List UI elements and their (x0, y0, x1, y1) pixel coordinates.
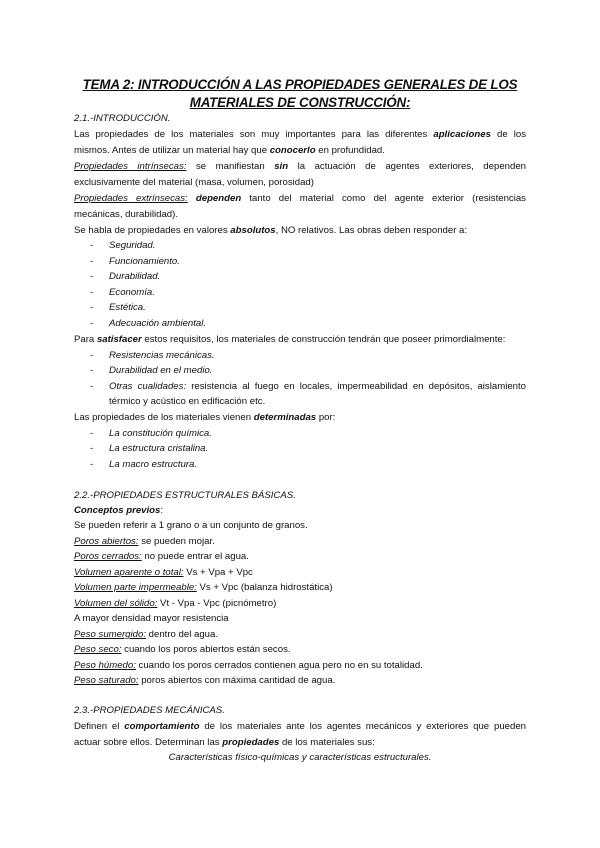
mecanicas-line-2 (74, 737, 526, 749)
text-span: se manifiestan (195, 161, 265, 172)
intrinsecas-line-2: exclusivamente del material (masa, volumen, porosidad) (74, 177, 314, 188)
emphasis-comportamiento: comportamiento (124, 721, 200, 732)
intrinsecas-line-1 (74, 161, 526, 173)
emphasis-satisfacer: satisfacer (96, 334, 142, 345)
extrinsecas-line-2: mecánicas, durabilidad). (74, 209, 178, 220)
list-item: La macro estructura. (109, 459, 197, 470)
granos-line: Se pueden referir a 1 grano o a un conjunto de granos. (74, 520, 308, 531)
mecanicas-line-1 (74, 721, 526, 733)
text-span: la actuación de agentes exteriores, dependen (297, 161, 526, 172)
definition-row (74, 536, 526, 548)
peso-text: cuando los poros cerrados contienen agua pero no en su totalidad. (138, 660, 423, 671)
peso-text: poros abiertos con máxima cantidad de agua. (141, 675, 336, 686)
list-bullet: - (90, 287, 94, 298)
text-span: Las propiedades de los materiales vienen (74, 412, 252, 423)
list-item: Adecuación ambiental. (109, 318, 207, 329)
paragraph-intro-line-1 (74, 129, 526, 141)
requisitos-line (74, 334, 526, 346)
peso-text: dentro del agua. (148, 629, 219, 640)
text-span: de los (497, 129, 526, 140)
definition-label: Poros cerrados: (74, 551, 142, 562)
paragraph-intro-line-2 (74, 145, 526, 157)
text-span: actuar sobre ellos. Determinan las (74, 737, 220, 748)
peso-label: Peso saturado: (74, 675, 139, 686)
text-span: Las propiedades de los materiales son muy importantes para las diferentes (74, 129, 428, 140)
caracteristicas-centered-line: Características físico-químicas y características estructurales. (168, 752, 432, 763)
list-bullet: - (90, 428, 94, 439)
list-bullet: - (90, 443, 94, 454)
text-span: Para (74, 334, 95, 345)
list-bullet: - (90, 365, 94, 376)
peso-label: Peso húmedo: (74, 660, 136, 671)
definition-label: Volumen del sólido: (74, 598, 158, 609)
peso-row (74, 644, 526, 656)
section-heading-introduccion: 2.1.-INTRODUCCIÓN. (74, 113, 171, 124)
list-item: Economía. (109, 287, 155, 298)
label-propiedades-extrinsecas: Propiedades extrínsecas: (74, 193, 188, 204)
emphasis-conocerlo: conocerlo (269, 145, 316, 156)
document-title-line-1: TEMA 2: INTRODUCCIÓN A LAS PROPIEDADES GENERALES DE LOS (82, 77, 518, 92)
peso-label: Peso seco: (74, 644, 122, 655)
text-span: por: (318, 412, 336, 423)
list-item: Estética. (109, 302, 146, 313)
definition-label: Volumen parte impermeable: (74, 582, 197, 593)
text-span: Se habla de propiedades en valores (74, 225, 228, 236)
document-title-line-2: MATERIALES DE CONSTRUCCIÓN: (189, 95, 411, 110)
emphasis-aplicaciones: aplicaciones (433, 129, 491, 140)
list-item: Durabilidad en el medio. (109, 365, 213, 376)
text-span: : (160, 505, 164, 516)
list-bullet: - (90, 302, 94, 313)
list-bullet: - (90, 350, 94, 361)
text-span: en profundidad. (318, 145, 385, 156)
extrinsecas-line-1 (74, 193, 526, 205)
list-item: Resistencias mecánicas. (109, 350, 215, 361)
label-conceptos-previos: Conceptos previos (74, 505, 161, 516)
definition-label: Volumen aparente o total: (74, 567, 184, 578)
list-item-otras-cualidades (109, 381, 526, 393)
list-item: Funcionamiento. (109, 256, 180, 267)
definition-text: se pueden mojar. (141, 536, 215, 547)
list-item-otras-cualidades-cont: térmico y acústico en edificación etc. (109, 396, 266, 407)
peso-label: Peso sumergido: (74, 629, 146, 640)
definition-row (74, 598, 526, 610)
list-bullet: - (90, 240, 94, 251)
list-bullet: - (90, 256, 94, 267)
section-heading-propiedades-mecanicas: 2.3.-PROPIEDADES MECÁNICAS. (74, 705, 225, 716)
list-bullet: - (90, 271, 94, 282)
text-span: mismos. Antes de utilizar un material hay que (74, 145, 268, 156)
definition-text: no puede entrar el agua. (144, 551, 249, 562)
text-span: de los materiales ante los agentes mecánicos y exteriores que pueden (204, 721, 526, 732)
peso-row (74, 675, 526, 687)
emphasis-determinadas: determinadas (253, 412, 317, 423)
list-item: La estructura cristalina. (109, 443, 209, 454)
text-span: tanto del material como del agente exterior (resistencias (249, 193, 526, 204)
text-span: estos requisitos, los materiales de construcción tendrán que poseer primordialmente: (144, 334, 506, 345)
conceptos-previos-line (74, 505, 526, 517)
definition-row (74, 582, 526, 594)
peso-row (74, 660, 526, 672)
text-span: de los materiales sus: (281, 737, 375, 748)
list-bullet: - (90, 459, 94, 470)
list-item: Seguridad. (109, 240, 156, 251)
list-item: Durabilidad. (109, 271, 161, 282)
peso-row (74, 629, 526, 641)
emphasis-propiedades: propiedades (222, 737, 280, 748)
absolutos-line (74, 225, 526, 237)
text-span: resistencia al fuego en locales, impermeabilidad en depósitos, aislamiento (191, 381, 526, 392)
text-span: Definen el (74, 721, 120, 732)
determinadas-line (74, 412, 526, 424)
definition-label: Poros abiertos: (74, 536, 139, 547)
section-heading-propiedades-estructurales: 2.2.-PROPIEDADES ESTRUCTURALES BÁSICAS. (74, 490, 296, 501)
list-item: La constitución química. (109, 428, 212, 439)
label-otras-cualidades: Otras cualidades: (109, 381, 187, 392)
emphasis-absolutos: absolutos (230, 225, 276, 236)
label-propiedades-intrinsecas: Propiedades intrínsecas: (74, 161, 187, 172)
emphasis-sin: sin (274, 161, 289, 172)
emphasis-dependen: dependen (195, 193, 242, 204)
definition-row (74, 551, 526, 563)
list-bullet: - (90, 318, 94, 329)
text-span: , NO relativos. Las obras deben responder a: (275, 225, 468, 236)
definition-text: Vs + Vpc (balanza hidrostática) (199, 582, 333, 593)
definition-row (74, 567, 526, 579)
definition-text: Vt - Vpa - Vpc (picnómetro) (160, 598, 277, 609)
definition-text: Vs + Vpa + Vpc (186, 567, 253, 578)
list-bullet: - (90, 381, 94, 392)
densidad-line: A mayor densidad mayor resistencia (74, 613, 229, 624)
peso-text: cuando los poros abiertos están secos. (124, 644, 291, 655)
